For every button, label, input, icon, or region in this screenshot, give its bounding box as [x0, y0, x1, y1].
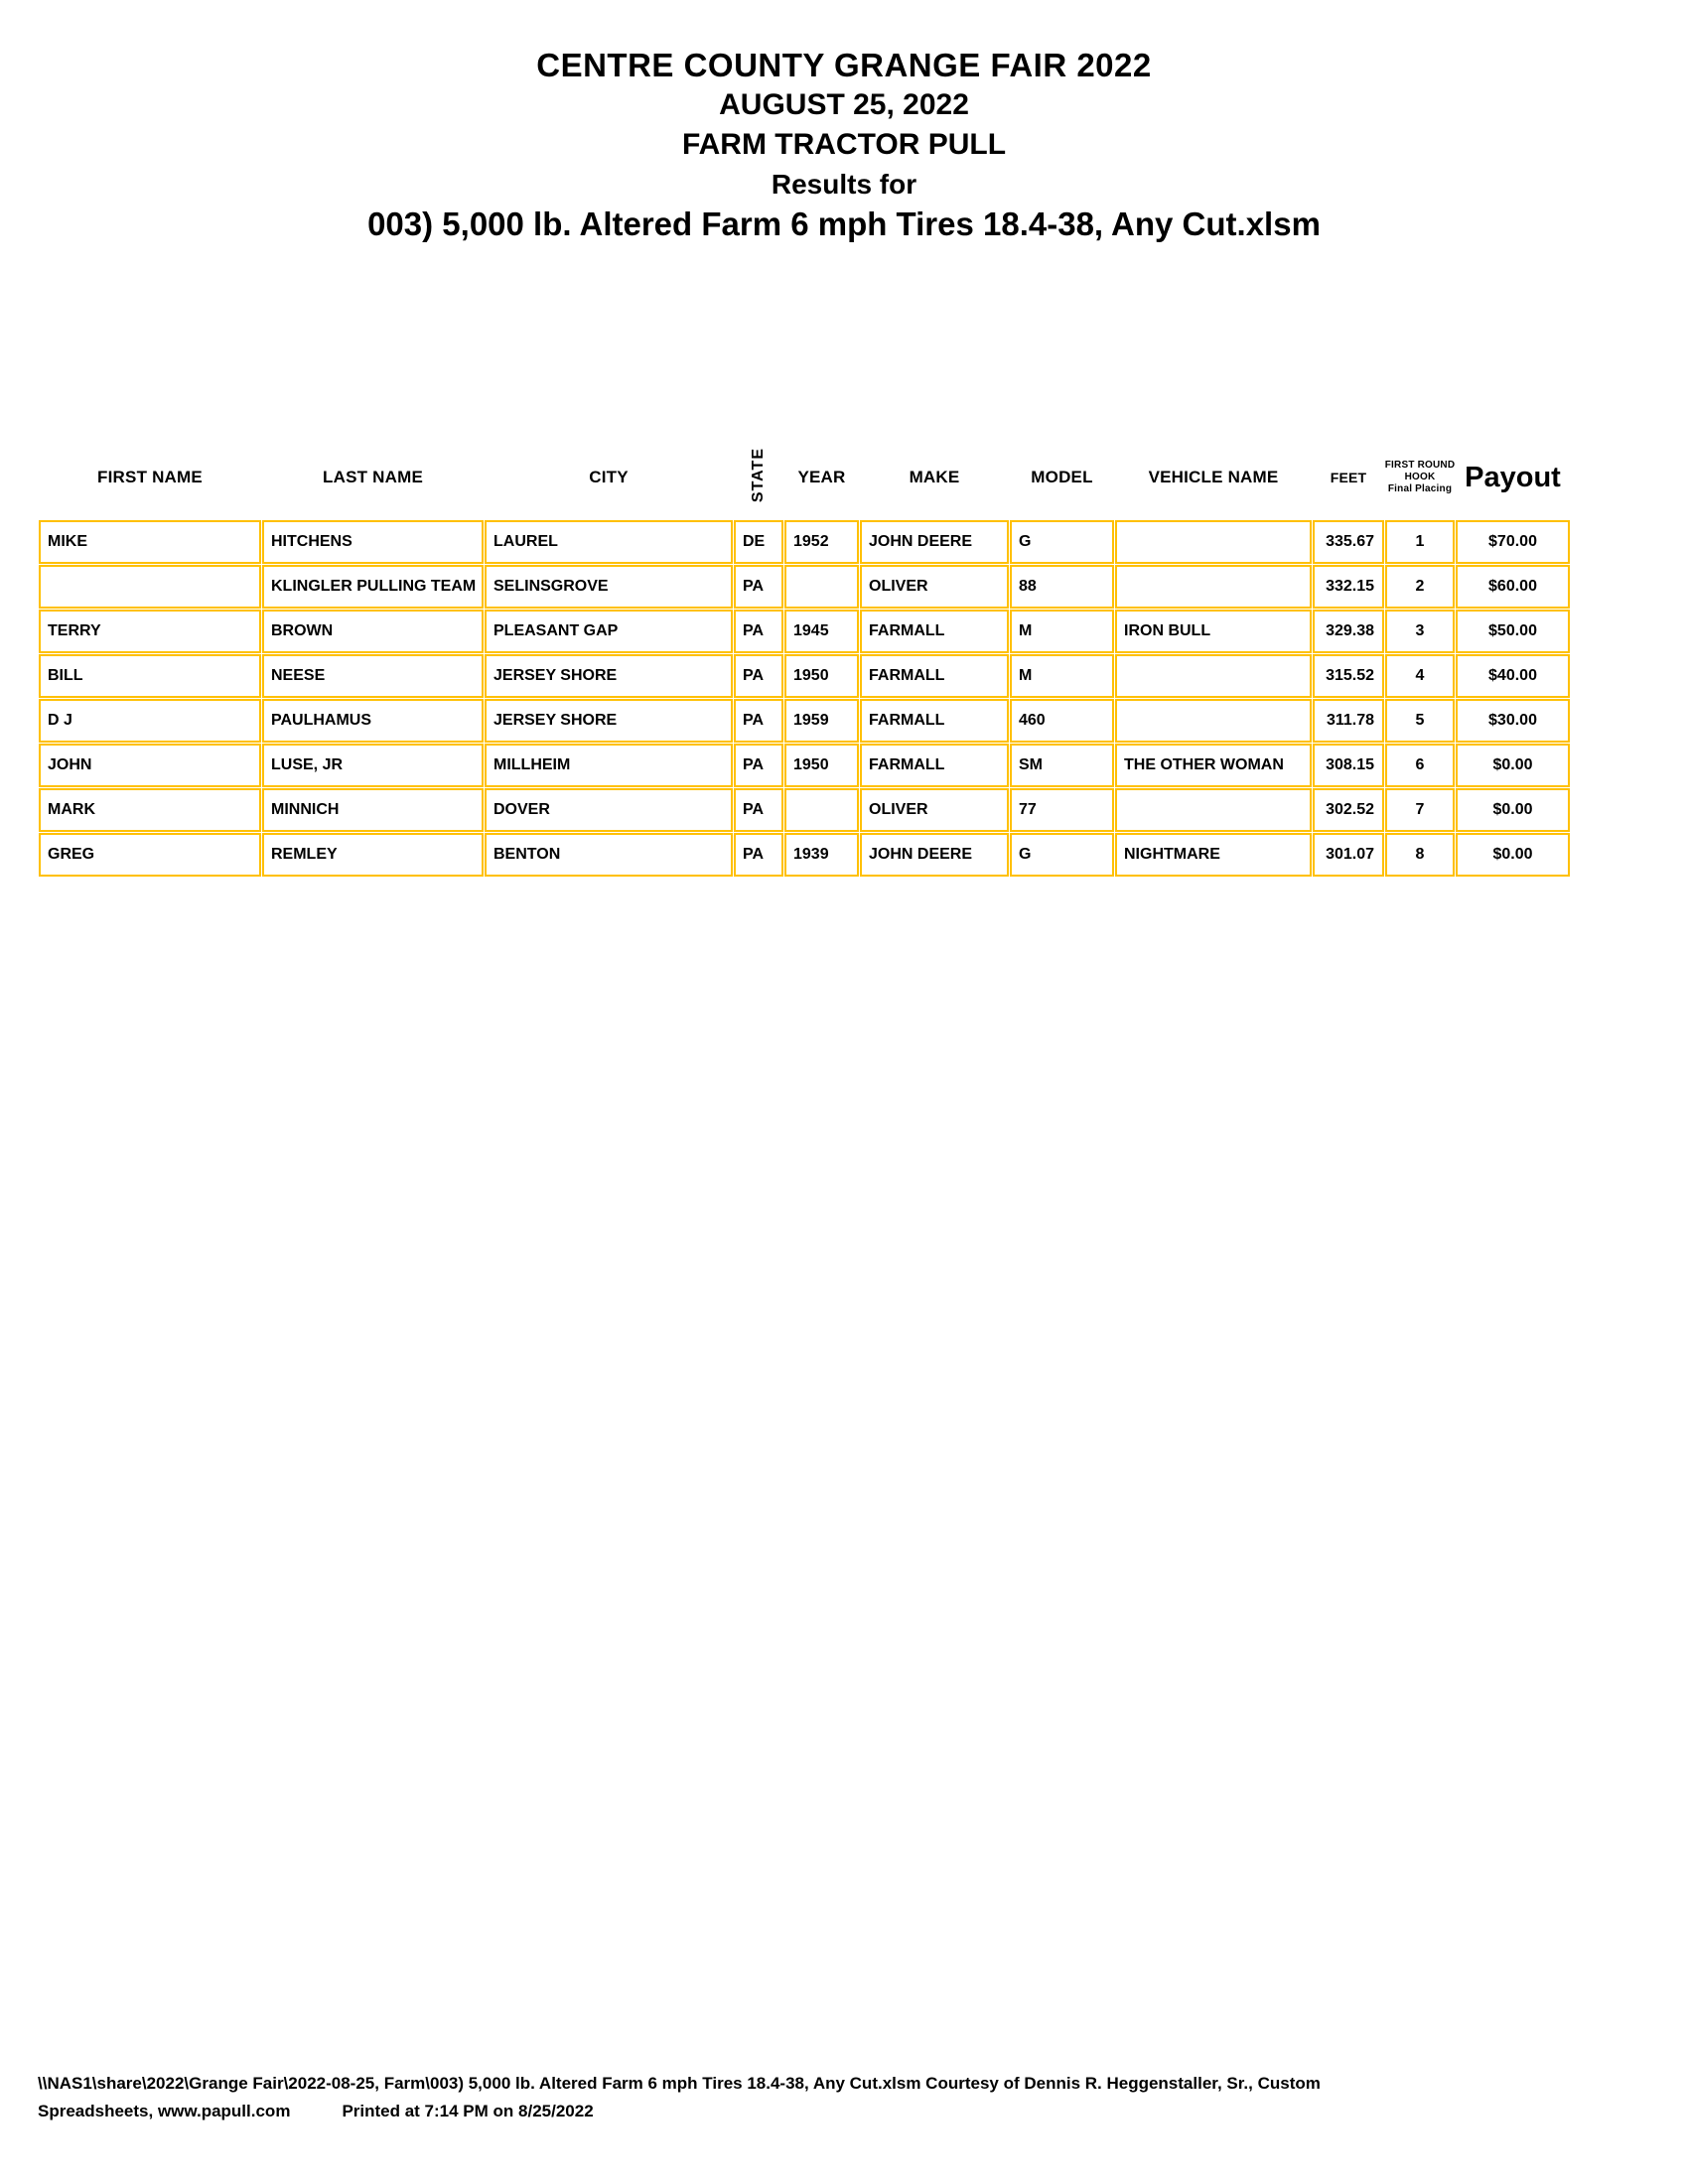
cell-year: 1945 [784, 610, 859, 653]
column-header-placing [1385, 436, 1455, 519]
cell-placing: 6 [1385, 744, 1455, 787]
cell-make: FARMALL [860, 699, 1009, 743]
footer-line-2 [38, 2098, 1656, 2125]
cell-city: BENTON [485, 833, 733, 877]
table-row [39, 699, 1570, 743]
cell-model: M [1010, 610, 1114, 653]
column-header-payout: Payout [1465, 461, 1561, 493]
cell-feet: 335.67 [1313, 520, 1384, 564]
cell-year: 1950 [784, 654, 859, 698]
cell-placing: 8 [1385, 833, 1455, 877]
cell-feet: 329.38 [1313, 610, 1384, 653]
column-header-model: MODEL [1031, 468, 1093, 486]
cell-payout: $0.00 [1456, 744, 1570, 787]
cell-placing: 3 [1385, 610, 1455, 653]
cell-city: DOVER [485, 788, 733, 832]
column-header-first-name: FIRST NAME [97, 468, 203, 486]
cell-first-name [39, 565, 261, 609]
cell-city: JERSEY SHORE [485, 654, 733, 698]
cell-city: JERSEY SHORE [485, 699, 733, 743]
footer-printed-text: Printed at 7:14 PM on 8/25/2022 [342, 2102, 594, 2120]
column-header-last-name: LAST NAME [323, 468, 423, 486]
results-table-body [39, 520, 1570, 877]
cell-last-name: PAULHAMUS [262, 699, 484, 743]
cell-payout: $40.00 [1456, 654, 1570, 698]
table-row [39, 565, 1570, 609]
column-header-year: YEAR [797, 468, 846, 486]
placing-header-line2: HOOK [1404, 472, 1436, 482]
cell-city: MILLHEIM [485, 744, 733, 787]
header-row [39, 436, 1570, 519]
results-table-wrap [38, 435, 1688, 878]
cell-last-name: REMLEY [262, 833, 484, 877]
cell-last-name: KLINGLER PULLING TEAM [262, 565, 484, 609]
cell-vehicle-name: THE OTHER WOMAN [1115, 744, 1312, 787]
cell-make: FARMALL [860, 654, 1009, 698]
cell-make: OLIVER [860, 788, 1009, 832]
cell-feet: 332.15 [1313, 565, 1384, 609]
cell-year [784, 788, 859, 832]
cell-payout: $50.00 [1456, 610, 1570, 653]
cell-payout: $70.00 [1456, 520, 1570, 564]
cell-feet: 302.52 [1313, 788, 1384, 832]
footer-line-1: \\NAS1\share\2022\Grange Fair\2022-08-25, Farm\003) 5,000 lb. Altered Farm 6 mph Tires 18.4-38, Any Cut.xlsm Courtesy of Dennis R. Heggenstaller, Sr., Custom [38, 2074, 1321, 2093]
cell-state: PA [734, 654, 783, 698]
table-row [39, 833, 1570, 877]
column-header-city: CITY [589, 468, 629, 486]
cell-first-name: BILL [39, 654, 261, 698]
cell-last-name: NEESE [262, 654, 484, 698]
cell-first-name: JOHN [39, 744, 261, 787]
cell-city: PLEASANT GAP [485, 610, 733, 653]
cell-make: JOHN DEERE [860, 520, 1009, 564]
placing-header-line1: FIRST ROUND [1384, 460, 1456, 471]
cell-vehicle-name [1115, 654, 1312, 698]
cell-make: FARMALL [860, 744, 1009, 787]
cell-payout: $60.00 [1456, 565, 1570, 609]
placing-header-line3: Final Placing [1387, 483, 1453, 494]
cell-feet: 311.78 [1313, 699, 1384, 743]
cell-last-name: MINNICH [262, 788, 484, 832]
cell-payout: $0.00 [1456, 788, 1570, 832]
cell-year: 1952 [784, 520, 859, 564]
placing-header-stack [1385, 460, 1455, 495]
cell-make: OLIVER [860, 565, 1009, 609]
cell-vehicle-name [1115, 699, 1312, 743]
cell-city: SELINSGROVE [485, 565, 733, 609]
title-block [0, 0, 1688, 244]
cell-placing: 7 [1385, 788, 1455, 832]
cell-model: G [1010, 833, 1114, 877]
event-date: AUGUST 25, 2022 [719, 88, 969, 121]
table-row [39, 610, 1570, 653]
state-vertical-label: STATE [750, 447, 767, 503]
cell-feet: 301.07 [1313, 833, 1384, 877]
column-header-vehicle-name: VEHICLE NAME [1148, 468, 1279, 486]
event-name: FARM TRACTOR PULL [681, 128, 1007, 161]
cell-state: PA [734, 744, 783, 787]
cell-model: 77 [1010, 788, 1114, 832]
cell-feet: 308.15 [1313, 744, 1384, 787]
cell-model: 460 [1010, 699, 1114, 743]
page-title: CENTRE COUNTY GRANGE FAIR 2022 [536, 47, 1152, 83]
cell-payout: $0.00 [1456, 833, 1570, 877]
table-row [39, 520, 1570, 564]
cell-placing: 5 [1385, 699, 1455, 743]
cell-placing: 4 [1385, 654, 1455, 698]
cell-model: M [1010, 654, 1114, 698]
column-header-feet: FEET [1330, 470, 1367, 485]
table-row [39, 788, 1570, 832]
column-header-make: MAKE [909, 468, 960, 486]
column-header-state [734, 436, 783, 519]
cell-vehicle-name [1115, 520, 1312, 564]
cell-model: 88 [1010, 565, 1114, 609]
cell-first-name: TERRY [39, 610, 261, 653]
cell-state: PA [734, 610, 783, 653]
cell-city: LAUREL [485, 520, 733, 564]
cell-first-name: MIKE [39, 520, 261, 564]
cell-last-name: LUSE, JR [262, 744, 484, 787]
results-table [38, 435, 1571, 878]
cell-year [784, 565, 859, 609]
cell-placing: 1 [1385, 520, 1455, 564]
cell-state: PA [734, 788, 783, 832]
cell-state: DE [734, 520, 783, 564]
cell-vehicle-name [1115, 565, 1312, 609]
cell-vehicle-name: IRON BULL [1115, 610, 1312, 653]
cell-feet: 315.52 [1313, 654, 1384, 698]
cell-model: G [1010, 520, 1114, 564]
cell-state: PA [734, 699, 783, 743]
table-row [39, 654, 1570, 698]
footer-spreadsheets-text: Spreadsheets, www.papull.com [38, 2102, 291, 2120]
cell-placing: 2 [1385, 565, 1455, 609]
cell-state: PA [734, 833, 783, 877]
cell-last-name: HITCHENS [262, 520, 484, 564]
cell-make: FARMALL [860, 610, 1009, 653]
class-file-name: 003) 5,000 lb. Altered Farm 6 mph Tires 18.4-38, Any Cut.xlsm [367, 205, 1321, 242]
cell-year: 1950 [784, 744, 859, 787]
cell-year: 1959 [784, 699, 859, 743]
cell-last-name: BROWN [262, 610, 484, 653]
cell-vehicle-name [1115, 788, 1312, 832]
cell-year: 1939 [784, 833, 859, 877]
cell-first-name: D J [39, 699, 261, 743]
cell-model: SM [1010, 744, 1114, 787]
results-label: Results for [771, 169, 917, 200]
cell-make: JOHN DEERE [860, 833, 1009, 877]
page-footer [38, 2070, 1656, 2125]
cell-state: PA [734, 565, 783, 609]
cell-first-name: MARK [39, 788, 261, 832]
cell-first-name: GREG [39, 833, 261, 877]
table-row [39, 744, 1570, 787]
cell-vehicle-name: NIGHTMARE [1115, 833, 1312, 877]
cell-payout: $30.00 [1456, 699, 1570, 743]
